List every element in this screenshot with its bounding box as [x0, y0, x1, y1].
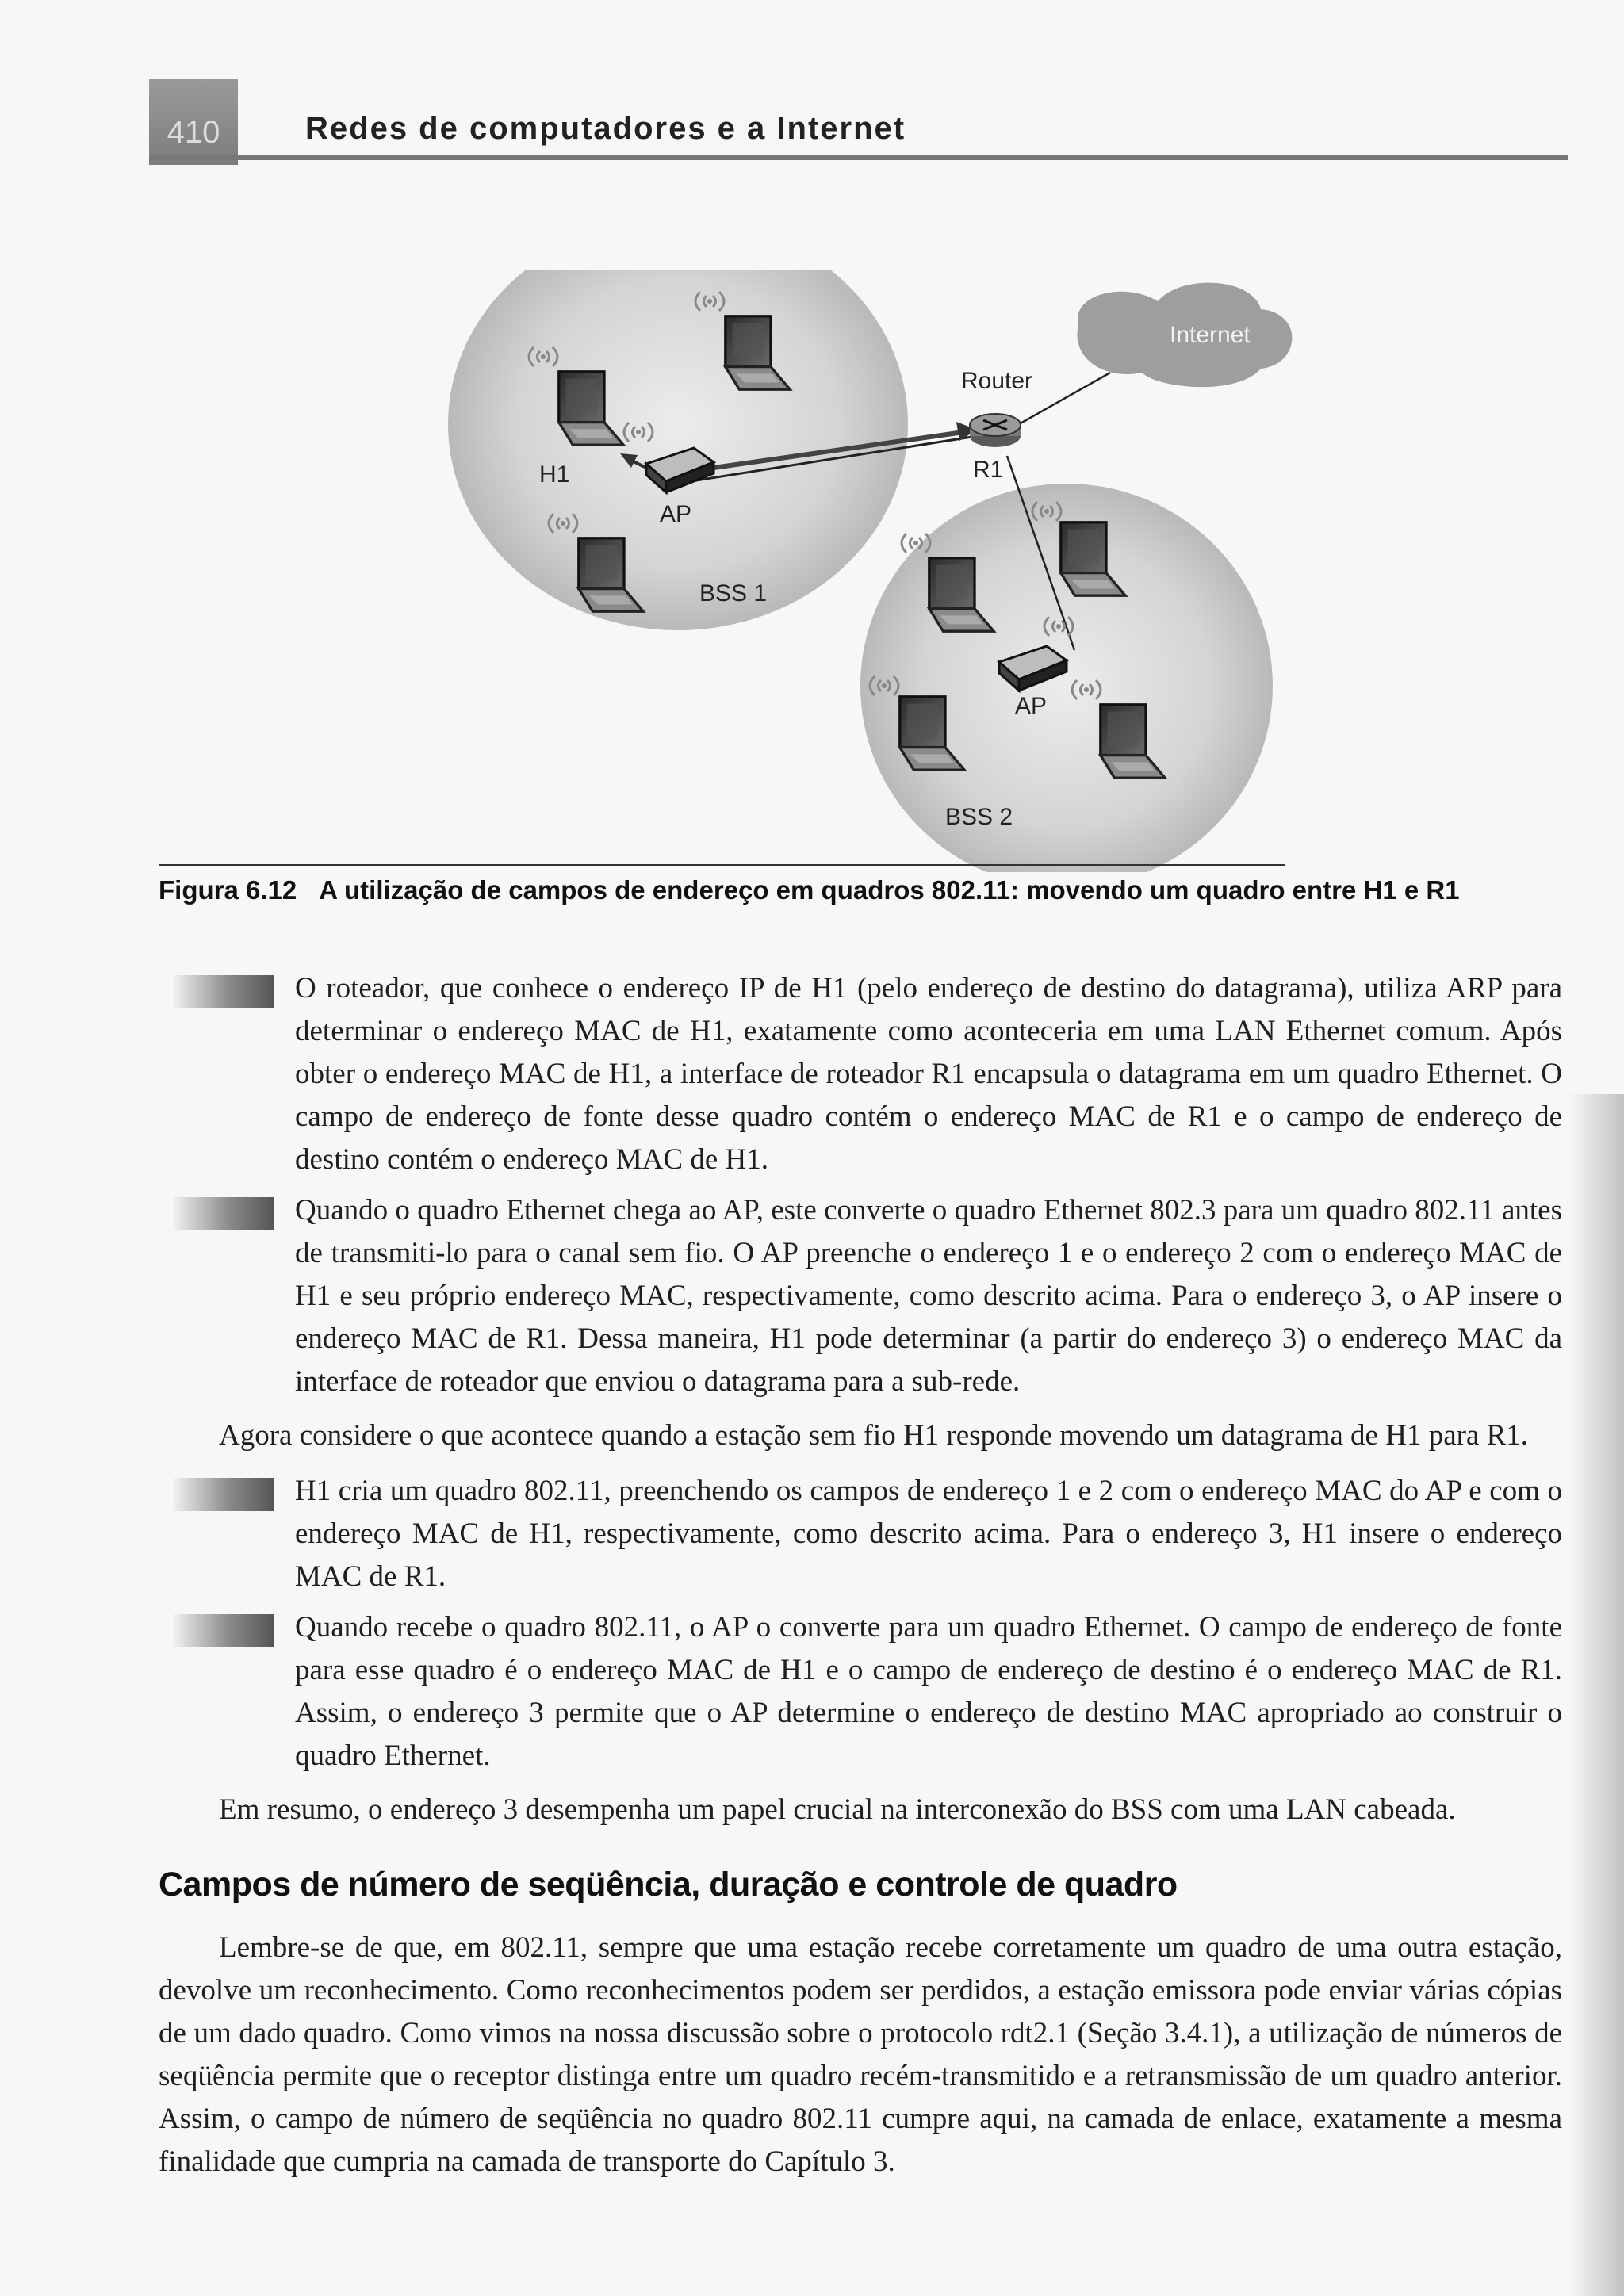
page-number: 410 [149, 79, 238, 165]
bullet-marker [174, 1197, 274, 1230]
ap-left-label: AP [660, 501, 692, 527]
bullet-marker [174, 1478, 274, 1511]
bullet-marker [174, 975, 274, 1008]
ap-right-label: AP [1015, 693, 1048, 719]
bss1-label: BSS 1 [699, 580, 768, 607]
network-figure [444, 270, 1316, 872]
figure-caption [159, 875, 1460, 905]
section-heading: Campos de número de seqüência, duração e controle de quadro [159, 1866, 1178, 1904]
network-diagram [444, 270, 1316, 872]
router-label: Router [961, 368, 1033, 394]
router-r1-icon [970, 414, 1021, 447]
bullet-text: Quando recebe o quadro 802.11, o AP o converte para um quadro Ethernet. O campo de endereço de fonte para esse quadro é o endereço MAC de H1 e o campo de endereço de destino é o endereço MAC de R1. Assim, o endereço 3 permite que o AP determine o endereço de destino MAC apropriado ao construir o quadro Ethernet. [295, 1611, 1562, 1772]
bullet-item [159, 1606, 1562, 1777]
header-rule [149, 155, 1568, 160]
h1-label: H1 [539, 461, 570, 488]
bullet-item [159, 967, 1562, 1181]
figure-rule [159, 864, 1285, 866]
running-title: Redes de computadores e a Internet [305, 111, 906, 146]
page-edge-shadow [1568, 1094, 1624, 2296]
internet-label: Internet [1170, 322, 1251, 348]
bullet-text: Quando o quadro Ethernet chega ao AP, este converte o quadro Ethernet 802.3 para um quadro 802.11 antes de transmiti-lo para o canal sem fio. O AP preenche o endereço 1 e o endereço 2 com o endereço MAC de H1 e seu próprio endereço MAC, respectivamente, como descrito acima. Para o endereço 3, o AP insere o endereço MAC de R1. Dessa maneira, H1 pode determinar (a partir do endereço 3) o endereço MAC da interface de roteador que enviou o datagrama para a sub-rede. [295, 1194, 1562, 1398]
bullet-item [159, 1189, 1562, 1403]
bullet-item [159, 1470, 1562, 1598]
paragraph: Lembre-se de que, em 802.11, sempre que uma estação recebe corretamente um quadro de uma outra estação, devolve um reconhecimento. Como reconhecimentos podem ser perdidos, a estação emissora pode enviar várias cópias de um dado quadro. Como vimos na nossa discussão sobre o protocolo rdt2.1 (Seção 3.4.1), a utilização de números de seqüência permite que o receptor distinga entre um quadro recém-transmitido e a retransmissão de um quadro anterior. Assim, o campo de número de seqüência no quadro 802.11 cumpre aqui, na camada de enlace, exatamente a mesma finalidade que cumpria na camada de transporte do Capítulo 3. [159, 1931, 1562, 2178]
caption-label: Figura 6.12 [159, 875, 297, 905]
paragraph: Em resumo, o endereço 3 desempenha um papel crucial na interconexão do BSS com uma LAN cabeada. [219, 1793, 1456, 1826]
body-text [159, 967, 1562, 2196]
bullet-text: O roteador, que conhece o endereço IP de H1 (pelo endereço de destino do datagrama), utiliza ARP para determinar o endereço MAC de H1, exatamente como aconteceria em uma LAN Ethernet comum. Após obter o endereço MAC de H1, a interface de roteador R1 encapsula o datagrama em um quadro Ethernet. O campo de endereço de fonte desse quadro contém o endereço MAC de R1 e o campo de endereço de destino contém o endereço MAC de H1. [295, 972, 1562, 1176]
r1-label: R1 [973, 457, 1004, 483]
bullet-marker [174, 1614, 274, 1647]
bss2-label: BSS 2 [945, 804, 1013, 830]
bullet-text: H1 cria um quadro 802.11, preenchendo os campos de endereço 1 e 2 com o endereço MAC do AP e com o endereço MAC de H1, respectivamente, como descrito acima. Para o endereço 3, H1 insere o endereço MAC de R1. [295, 1475, 1562, 1593]
paragraph: Agora considere o que acontece quando a estação sem fio H1 responde movendo um datagrama de H1 para R1. [219, 1419, 1529, 1452]
caption-text: A utilização de campos de endereço em quadros 802.11: movendo um quadro entre H1 e R1 [319, 875, 1460, 905]
router-internet-link [1019, 373, 1110, 424]
